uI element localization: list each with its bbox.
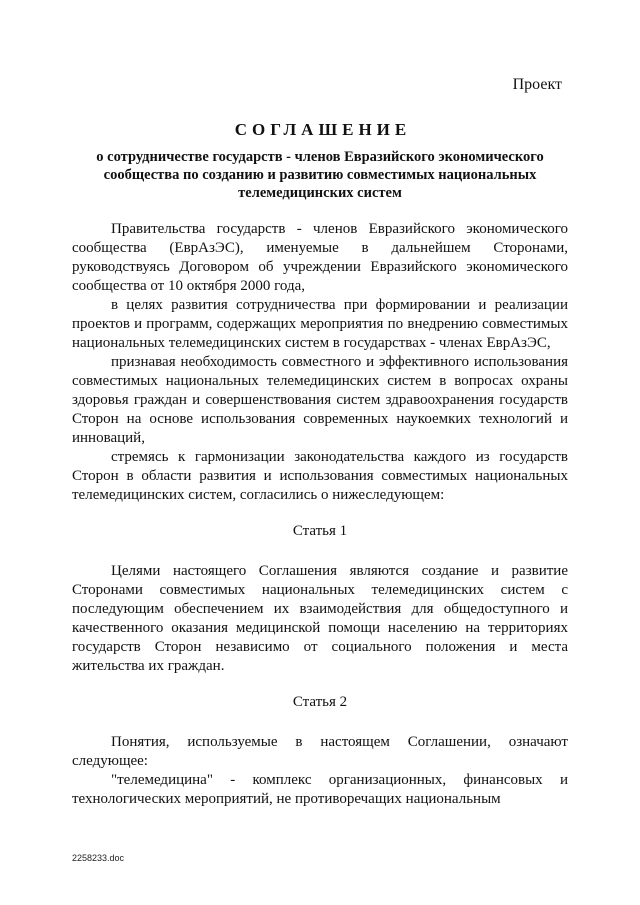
preamble-paragraph: признавая необходимость совместного и эффективного использования совместимых национальных телемедицинских систем в вопросах охраны здоровья граждан и совершенствования систем здравоохранения государств Сторон на основе использования современных наукоемких технологий и инноваций,: [72, 354, 568, 446]
article-2-heading: Статья 2: [292, 694, 348, 710]
article-2-paragraph: "телемедицина" - комплекс организационных, финансовых и технологических мероприятий, не противоречащих национальным: [72, 772, 568, 807]
document-body: [72, 220, 568, 809]
article-1-text: Целями настоящего Соглашения являются создание и развитие Сторонами совместимых национальных телемедицинских систем с последующим обеспечением их взаимодействия для общедоступного и качественного оказания медицинской помощи населению на территориях государств Сторон независимо от социального положения и места жительства их граждан.: [72, 563, 568, 674]
document-title: СОГЛАШЕНИЕ: [234, 120, 412, 139]
article-1-heading: Статья 1: [292, 523, 348, 539]
preamble-paragraph: в целях развития сотрудничества при формировании и реализации проектов и программ, содержащих мероприятия по внедрению совместимых национальных телемедицинских систем в государствах - членах ЕврАзЭС,: [72, 297, 568, 351]
document-file-id: 2258233.doc: [72, 853, 125, 863]
draft-label: Проект: [512, 76, 562, 93]
article-2-paragraph: Понятия, используемые в настоящем Соглашении, означают следующее:: [72, 734, 568, 769]
document-subtitle: о сотрудничестве государств - членов Евразийского экономического сообщества по созданию и развитию совместимых национальных телемедицинских систем: [96, 149, 544, 201]
preamble-paragraph: стремясь к гармонизации законодательства каждого из государств Сторон в области развития и использования совместимых национальных телемедицинских систем, согласились о нижеследующем:: [72, 449, 568, 503]
preamble-paragraph: Правительства государств - членов Евразийского экономического сообщества (ЕврАзЭС), именуемые в дальнейшем Сторонами, руководствуясь Договором об учреждении Евразийского экономического сообщества от 10 октября 2000 года,: [72, 221, 568, 294]
